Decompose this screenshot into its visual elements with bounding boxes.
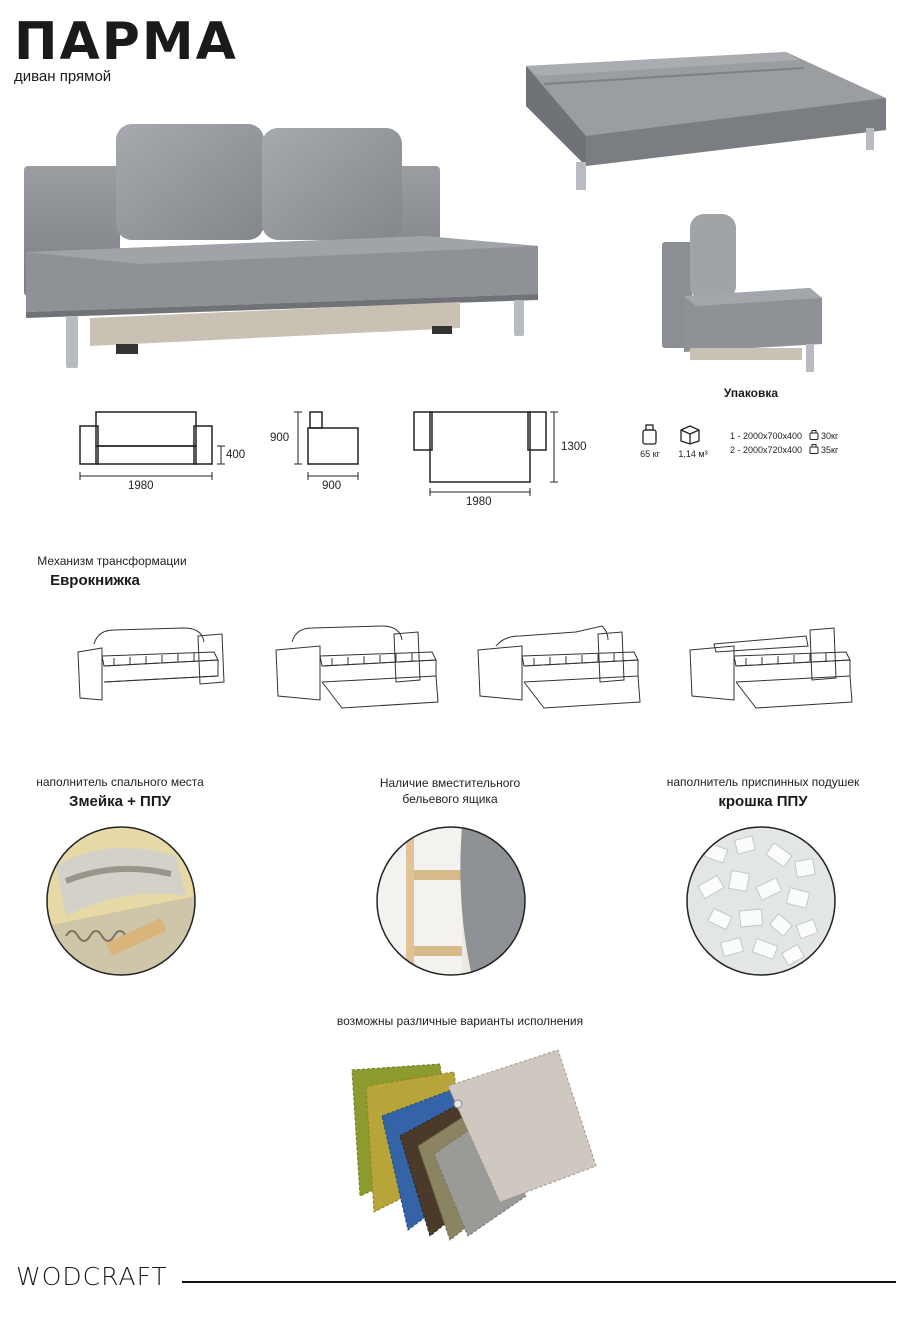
box1-weight-icon — [809, 430, 819, 440]
brand-logo: WODCRAFT — [16, 1262, 168, 1291]
bed-length-label: 1980 — [466, 496, 492, 508]
packaging-volume: 1,14 м³ — [678, 449, 708, 459]
fabric-swatches — [330, 1046, 600, 1246]
snake-spring-photo — [46, 826, 196, 976]
feature-2-label: Наличие вместительного бельевого ящика — [379, 776, 521, 806]
feature-3-value: крошка ППУ — [718, 793, 808, 810]
front-width-label: 1980 — [128, 480, 154, 492]
side-dimension-drawing — [292, 408, 364, 482]
box1-weight: 30кг — [821, 431, 839, 441]
storage-box-photo — [376, 826, 526, 976]
front-dimension-drawing — [76, 408, 256, 482]
packaging-title: Упаковка — [723, 386, 779, 400]
foam-crumb-photo — [686, 826, 836, 976]
transformation-step-1 — [74, 622, 230, 708]
sofa-main-photo — [20, 118, 545, 380]
feature-1-value: Змейка + ППУ — [69, 793, 171, 810]
mechanism-label: Механизм трансформации — [37, 554, 187, 568]
product-title: ПАРМА — [14, 12, 238, 72]
transformation-step-2 — [272, 622, 442, 712]
box2-weight: 35кг — [821, 445, 839, 455]
box1-size: 1 - 2000x700x400 — [730, 431, 803, 441]
front-height-label: 400 — [226, 449, 246, 461]
feature-3-label: наполнитель приспинных подушек — [666, 775, 860, 789]
side-depth-label: 900 — [322, 480, 342, 492]
bed-dimension-drawing — [410, 408, 560, 498]
side-height-label: 900 — [270, 432, 290, 444]
box2-size: 2 - 2000x720x400 — [730, 445, 803, 455]
transformation-step-4 — [686, 622, 856, 712]
transformation-step-3 — [474, 622, 644, 712]
sofa-side-photo — [660, 212, 826, 374]
bed-width-label: 1300 — [561, 441, 587, 453]
product-subtitle: диван прямой — [14, 68, 112, 85]
sofa-bed-photo — [524, 50, 888, 192]
footer-divider — [182, 1281, 896, 1283]
packaging-weight: 65 кг — [640, 449, 660, 459]
variants-label: возможны различные варианты исполнения — [336, 1014, 584, 1028]
box-icon — [678, 423, 702, 445]
mechanism-value: Еврокнижка — [50, 572, 140, 589]
feature-1-label: наполнитель спального места — [36, 775, 204, 789]
box2-weight-icon — [809, 444, 819, 454]
weight-icon — [640, 424, 660, 446]
